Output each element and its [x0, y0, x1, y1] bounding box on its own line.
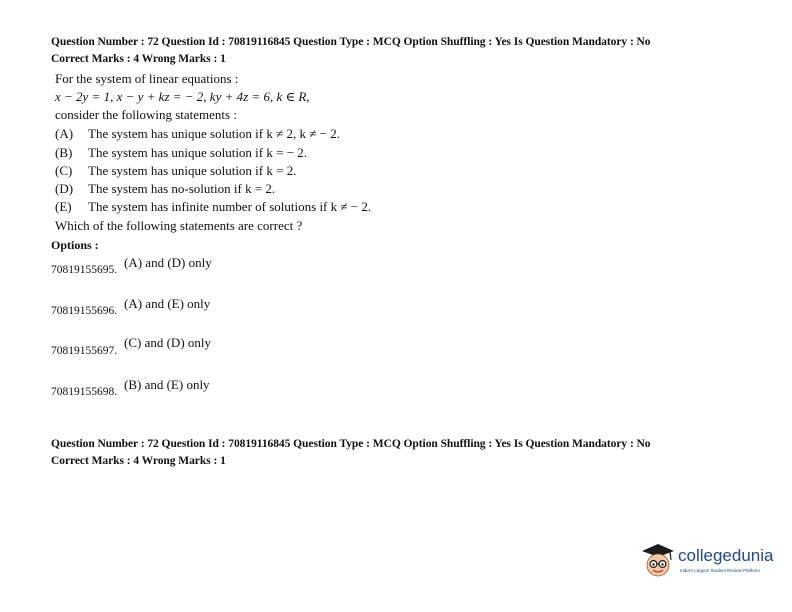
- question-marks-1: Correct Marks : 4 Wrong Marks : 1: [51, 53, 226, 65]
- graduate-mascot-icon: [640, 540, 676, 580]
- equations-text: x − 2y = 1, x − y + kz = − 2, ky + 4z = 6, k ∈ R,: [55, 89, 310, 104]
- statement-label: (E): [55, 199, 72, 214]
- statement-e: [55, 199, 371, 215]
- option-1-text[interactable]: (A) and (D) only: [124, 255, 212, 270]
- statement-label: (A): [55, 126, 74, 141]
- option-1-id: 70819155695.: [51, 264, 118, 276]
- question-equations: [55, 89, 310, 105]
- question-intro: For the system of linear equations :: [55, 71, 239, 86]
- logo-tagline: India's Largest Student Review Platform: [680, 568, 760, 573]
- statement-label: (B): [55, 145, 73, 160]
- question-consider: consider the following statements :: [55, 107, 237, 122]
- logo-brand-text: collegedunia: [678, 546, 774, 565]
- statement-text: The system has unique solution if k = − 2.: [88, 145, 308, 160]
- option-3-text[interactable]: (C) and (D) only: [124, 335, 212, 350]
- question-header-1: Question Number : 72 Question Id : 70819116845 Question Type : MCQ Option Shuffling : Yes Is Question Mandatory : No: [51, 36, 651, 48]
- option-4-id: 70819155698.: [51, 386, 118, 398]
- collegedunia-logo: [640, 540, 775, 580]
- question-header-2: Question Number : 72 Question Id : 70819116845 Question Type : MCQ Option Shuffling : Yes Is Question Mandatory : No: [51, 438, 651, 450]
- option-2-id: 70819155696.: [51, 305, 118, 317]
- option-4-text[interactable]: (B) and (E) only: [124, 377, 210, 392]
- statement-c: [55, 163, 296, 179]
- question-ask: Which of the following statements are correct ?: [55, 218, 303, 233]
- statement-text: The system has infinite number of solutions if k ≠ − 2.: [88, 199, 372, 214]
- options-title: Options :: [51, 238, 99, 252]
- statement-d: [55, 181, 275, 197]
- statement-b: [55, 145, 307, 161]
- statement-text: The system has no-solution if k = 2.: [88, 181, 276, 196]
- option-3-id: 70819155697.: [51, 345, 118, 357]
- question-marks-2: Correct Marks : 4 Wrong Marks : 1: [51, 455, 226, 467]
- option-2-text[interactable]: (A) and (E) only: [124, 296, 211, 311]
- statement-text: The system has unique solution if k = 2.: [88, 163, 297, 178]
- statement-label: (D): [55, 181, 74, 196]
- statement-text: The system has unique solution if k ≠ 2, k ≠ − 2.: [88, 126, 340, 141]
- statement-label: (C): [55, 163, 73, 178]
- statement-a: [55, 126, 340, 142]
